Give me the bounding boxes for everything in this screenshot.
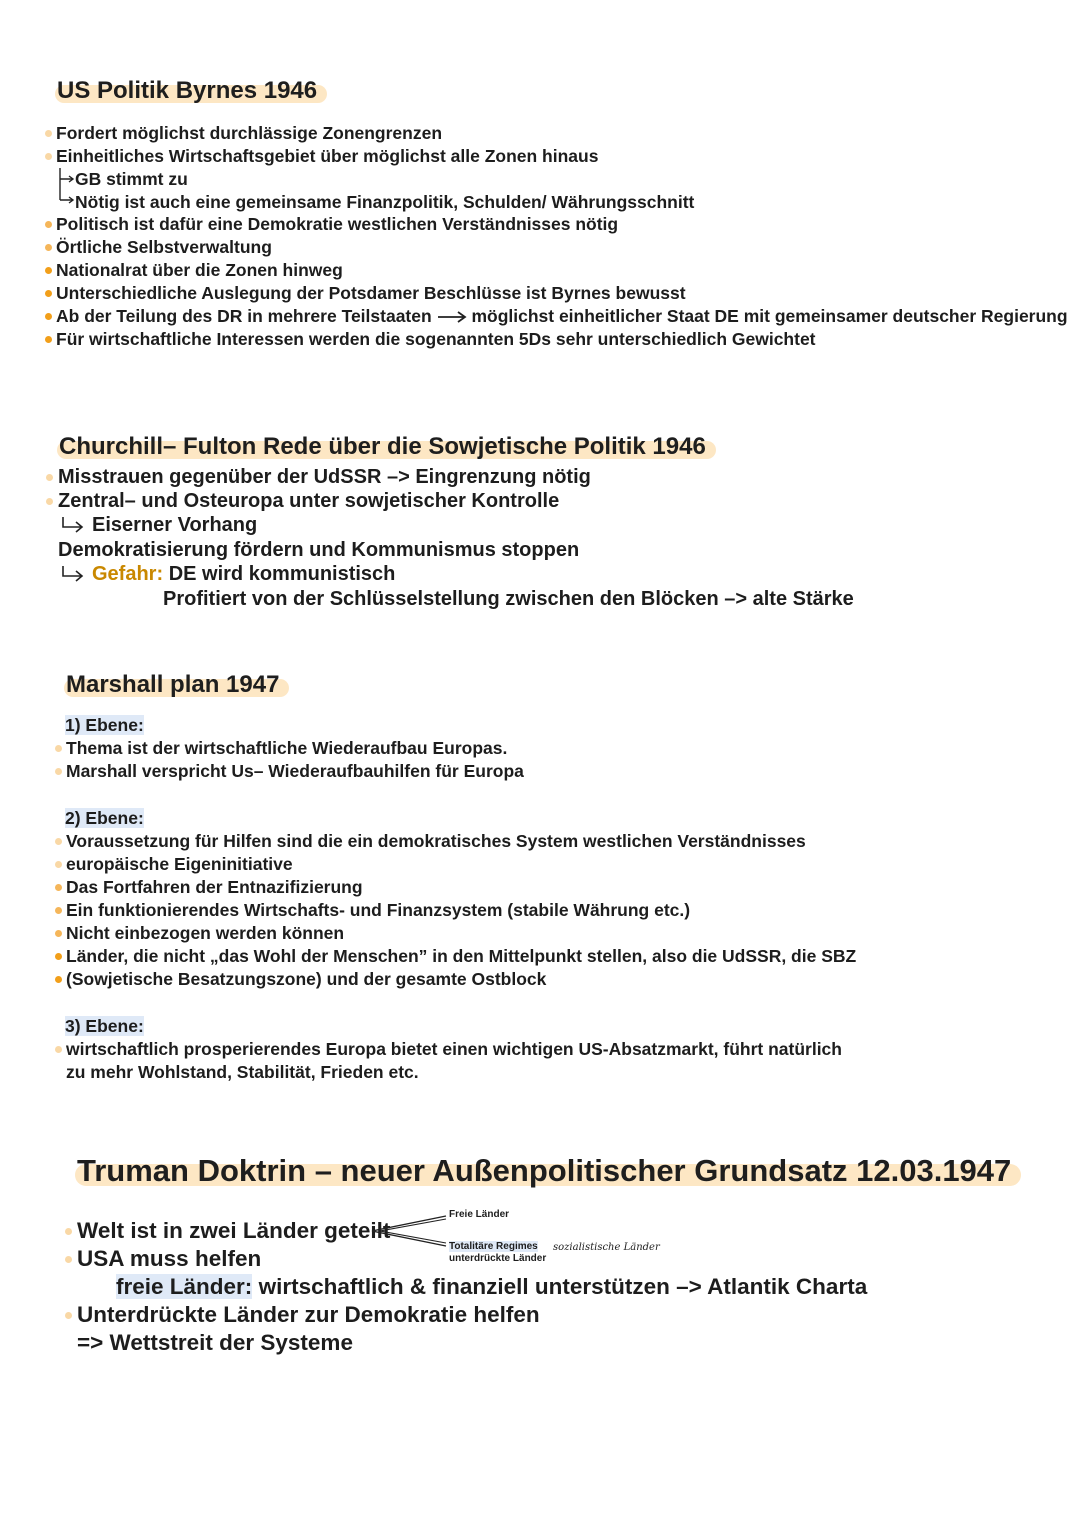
- bullet: [45, 130, 52, 137]
- bullet: [55, 861, 62, 868]
- list-item: Fordert möglichst durchlässige Zonengrenzen: [56, 123, 443, 143]
- bullet: [45, 290, 52, 297]
- diagram-label-totalitarian: Totalitäre Regimes: [449, 1241, 538, 1252]
- level-label-1: 1) Ebene:: [65, 715, 144, 735]
- section-title-truman: Truman Doktrin – neuer Außenpolitischer Grundsatz 12.03.1947: [75, 1152, 1021, 1190]
- list-item: Voraussetzung für Hilfen sind die ein demokratisches System westlichen Verständnisses: [66, 831, 806, 851]
- bullet: [55, 768, 62, 775]
- list-item: Unterschiedliche Auslegung der Potsdamer Beschlüsse ist Byrnes bewusst: [56, 283, 686, 303]
- list-item: [56, 305, 1068, 328]
- arrow-return-icon: [60, 516, 86, 532]
- list-item: USA muss helfen: [77, 1246, 262, 1271]
- level-label-2: 2) Ebene:: [65, 808, 144, 828]
- bullet: [45, 244, 52, 251]
- bullet: [45, 313, 52, 320]
- list-sub-item: Nötig ist auch eine gemeinsame Finanzpolitik, Schulden/ Währungsschnitt: [75, 192, 695, 212]
- section-title-byrnes: US Politik Byrnes 1946: [55, 76, 327, 106]
- list-item: Unterdrückte Länder zur Demokratie helfen: [77, 1302, 540, 1327]
- section-title-marshall: Marshall plan 1947: [64, 670, 289, 700]
- bullet: [45, 336, 52, 343]
- bullet: [55, 930, 62, 937]
- list-item: Politisch ist dafür eine Demokratie westlichen Verständnisses nötig: [56, 214, 619, 234]
- diagram-label-free: Freie Länder: [449, 1209, 510, 1220]
- bullet: [55, 907, 62, 914]
- list-item: Nicht einbezogen werden können: [66, 923, 345, 943]
- free-countries-label: freie Länder:: [116, 1274, 253, 1299]
- danger-label: Gefahr:: [92, 563, 164, 585]
- list-item: wirtschaftlich prosperierendes Europa bietet einen wichtigen US-Absatzmarkt, führt natürlich: [66, 1039, 842, 1059]
- list-item: Länder, die nicht „das Wohl der Menschen” in den Mittelpunkt stellen, also die UdSSR, die SBZ: [66, 946, 857, 966]
- list-item: Welt ist in zwei Länder geteilt: [77, 1218, 391, 1243]
- bullet: [55, 953, 62, 960]
- list-item: Das Fortfahren der Entnazifizierung: [66, 877, 363, 897]
- list-item: Für wirtschaftliche Interessen werden die sogenannten 5Ds sehr unterschiedlich Gewichtet: [56, 329, 816, 349]
- bullet: [55, 745, 62, 752]
- list-item-part: möglichst einheitlicher Staat DE mit gemeinsamer deutscher Regierung: [471, 306, 1068, 326]
- diagram-label-oppressed: unterdrückte Länder: [449, 1253, 547, 1264]
- list-item: Thema ist der wirtschaftliche Wiederaufbau Europas.: [66, 738, 508, 758]
- bullet: [46, 498, 53, 505]
- list-sub-item: GB stimmt zu: [75, 169, 188, 189]
- list-item: Örtliche Selbstverwaltung: [56, 237, 272, 257]
- arrow-right-icon: [437, 311, 467, 323]
- handwritten-note: sozialistische Länder: [553, 1242, 660, 1253]
- bullet: [65, 1256, 72, 1263]
- list-item-part: Ab der Teilung des DR in mehrere Teilstaaten: [56, 306, 432, 326]
- bullet: [65, 1228, 72, 1235]
- bullet: [55, 976, 62, 983]
- bullet: [65, 1312, 72, 1319]
- list-item: Nationalrat über die Zonen hinweg: [56, 260, 343, 280]
- list-item: europäische Eigeninitiative: [66, 854, 293, 874]
- list-item-continued: zu mehr Wohlstand, Stabilität, Frieden etc.: [66, 1062, 419, 1082]
- free-countries-text: wirtschaftlich & finanziell unterstützen –> Atlantik Charta: [258, 1274, 868, 1299]
- list-sub-item: [92, 562, 395, 586]
- bullet: [55, 1046, 62, 1053]
- list-item: Misstrauen gegenüber der UdSSR –> Eingrenzung nötig: [58, 466, 591, 488]
- list-sub-item: [116, 1273, 867, 1301]
- bullet: [55, 884, 62, 891]
- list-item: Einheitliches Wirtschaftsgebiet über möglichst alle Zonen hinaus: [56, 146, 599, 166]
- list-item: Zentral– und Osteuropa unter sowjetischer Kontrolle: [58, 490, 560, 512]
- arrow-return-icon: [60, 565, 86, 581]
- list-item: Demokratisierung fördern und Kommunismus stoppen: [58, 539, 580, 561]
- bullet: [45, 267, 52, 274]
- bullet: [46, 474, 53, 481]
- split-diagram-lines: [370, 1213, 450, 1253]
- list-item: Marshall verspricht Us– Wiederaufbauhilfen für Europa: [66, 761, 524, 781]
- list-sub-item: Profitiert von der Schlüsselstellung zwischen den Blöcken –> alte Stärke: [163, 588, 854, 610]
- list-item: Ein funktionierendes Wirtschafts- und Finanzsystem (stabile Währung etc.): [66, 900, 691, 920]
- section-title-churchill: Churchill– Fulton Rede über die Sowjetische Politik 1946: [57, 432, 716, 462]
- danger-text: DE wird kommunistisch: [168, 563, 396, 585]
- bullet: [45, 221, 52, 228]
- bullet: [45, 153, 52, 160]
- list-sub-item: Eiserner Vorhang: [92, 514, 258, 536]
- list-item: (Sowjetische Besatzungszone) und der gesamte Ostblock: [66, 969, 547, 989]
- list-item-conclusion: => Wettstreit der Systeme: [77, 1330, 353, 1355]
- bullet: [55, 838, 62, 845]
- level-label-3: 3) Ebene:: [65, 1016, 144, 1036]
